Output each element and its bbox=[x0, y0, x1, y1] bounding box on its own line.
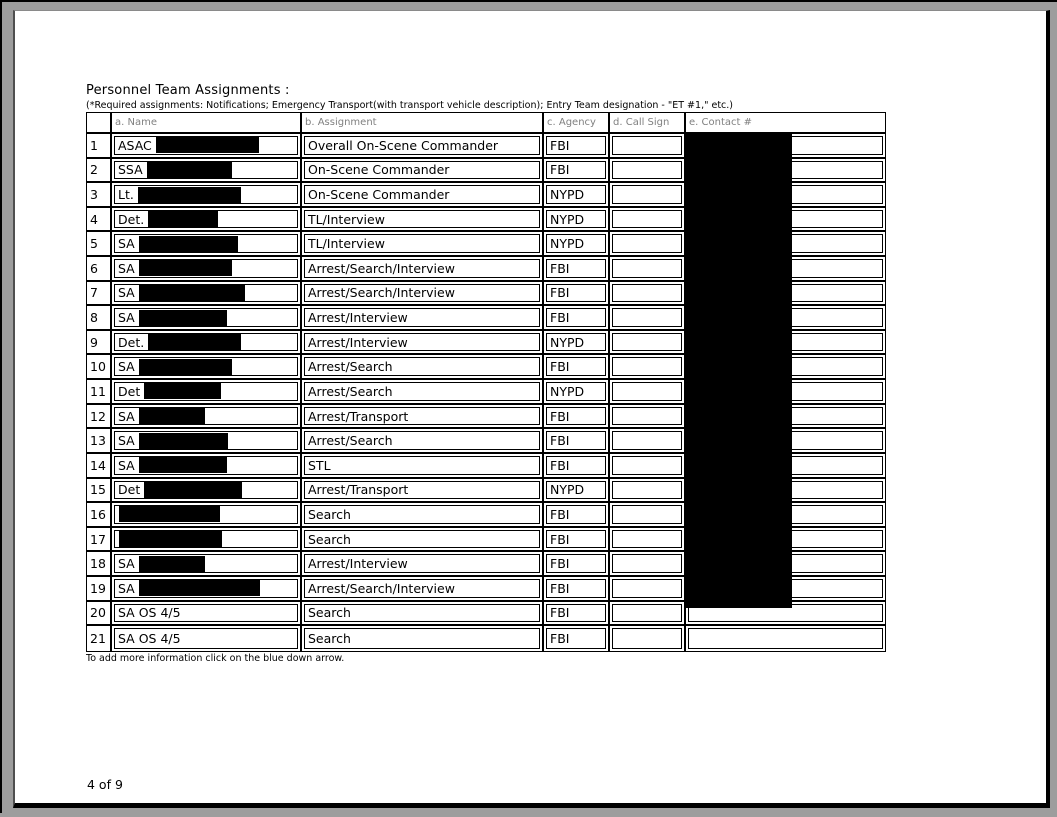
assignment-cell bbox=[302, 355, 544, 378]
call-sign-cell bbox=[610, 306, 686, 329]
name-cell bbox=[112, 380, 302, 403]
agency-field: FBI bbox=[546, 456, 606, 475]
name-field bbox=[114, 554, 298, 573]
agency-cell bbox=[544, 380, 610, 403]
name-field bbox=[114, 259, 298, 278]
header-agency: c. Agency bbox=[544, 113, 610, 132]
redacted-name-bar bbox=[144, 383, 221, 399]
redacted-name-bar bbox=[119, 531, 222, 547]
assignment-cell bbox=[302, 159, 544, 182]
assignment-cell bbox=[302, 454, 544, 477]
row-number-cell: 19 bbox=[87, 577, 112, 600]
assignment-field: STL bbox=[304, 456, 540, 475]
name-cell bbox=[112, 602, 302, 625]
assignment-field: On-Scene Commander bbox=[304, 185, 540, 204]
agency-field: FBI bbox=[546, 357, 606, 376]
agency-cell bbox=[544, 331, 610, 354]
row-number-cell: 11 bbox=[87, 380, 112, 403]
row-number-cell: 6 bbox=[87, 257, 112, 280]
name-prefix: SA bbox=[118, 236, 135, 252]
call-sign-field bbox=[612, 604, 682, 623]
name-cell bbox=[112, 626, 302, 651]
call-sign-cell bbox=[610, 208, 686, 231]
assignment-field: Arrest/Transport bbox=[304, 407, 540, 426]
assignment-cell bbox=[302, 380, 544, 403]
assignment-field: Overall On-Scene Commander bbox=[304, 136, 540, 155]
call-sign-cell bbox=[610, 405, 686, 428]
call-sign-cell bbox=[610, 429, 686, 452]
agency-cell bbox=[544, 479, 610, 502]
redacted-name-bar bbox=[148, 211, 218, 227]
call-sign-cell bbox=[610, 232, 686, 255]
assignment-cell bbox=[302, 306, 544, 329]
assignment-cell bbox=[302, 602, 544, 625]
assignment-cell bbox=[302, 528, 544, 551]
name-field bbox=[114, 333, 298, 352]
redacted-name-bar bbox=[139, 285, 245, 301]
call-sign-cell bbox=[610, 528, 686, 551]
call-sign-cell bbox=[610, 282, 686, 305]
call-sign-field bbox=[612, 136, 682, 155]
name-cell bbox=[112, 183, 302, 206]
call-sign-cell bbox=[610, 479, 686, 502]
assignment-field: Search bbox=[304, 628, 540, 649]
name-field bbox=[114, 628, 298, 649]
call-sign-cell bbox=[610, 159, 686, 182]
row-number-cell: 20 bbox=[87, 602, 112, 625]
agency-field: FBI bbox=[546, 136, 606, 155]
name-cell bbox=[112, 208, 302, 231]
assignment-cell bbox=[302, 479, 544, 502]
assignment-cell bbox=[302, 282, 544, 305]
redacted-name-bar bbox=[138, 187, 241, 203]
agency-field: FBI bbox=[546, 431, 606, 450]
assignment-field: TL/Interview bbox=[304, 234, 540, 253]
row-number-cell: 14 bbox=[87, 454, 112, 477]
name-prefix: SA bbox=[118, 580, 135, 596]
agency-field: FBI bbox=[546, 407, 606, 426]
name-cell bbox=[112, 454, 302, 477]
agency-field: NYPD bbox=[546, 333, 606, 352]
agency-cell bbox=[544, 183, 610, 206]
call-sign-cell bbox=[610, 552, 686, 575]
header-row-number bbox=[87, 113, 112, 132]
name-field bbox=[114, 210, 298, 229]
name-prefix: SA OS 4/5 bbox=[118, 630, 181, 646]
assignment-cell bbox=[302, 208, 544, 231]
assignment-field: On-Scene Commander bbox=[304, 161, 540, 180]
agency-field: FBI bbox=[546, 161, 606, 180]
name-field bbox=[114, 185, 298, 204]
name-field bbox=[114, 161, 298, 180]
row-number-cell: 16 bbox=[87, 503, 112, 526]
agency-cell bbox=[544, 454, 610, 477]
agency-field: NYPD bbox=[546, 185, 606, 204]
row-number-cell: 21 bbox=[87, 626, 112, 651]
assignment-cell bbox=[302, 134, 544, 157]
call-sign-field bbox=[612, 333, 682, 352]
call-sign-field bbox=[612, 530, 682, 549]
add-info-note: To add more information click on the blue down arrow. bbox=[86, 653, 345, 664]
assignment-cell bbox=[302, 626, 544, 651]
agency-field: NYPD bbox=[546, 234, 606, 253]
assignment-field: Search bbox=[304, 604, 540, 623]
agency-field: NYPD bbox=[546, 382, 606, 401]
assignment-field: Arrest/Search/Interview bbox=[304, 579, 540, 598]
call-sign-field bbox=[612, 259, 682, 278]
row-number-cell: 18 bbox=[87, 552, 112, 575]
redacted-name-bar bbox=[139, 580, 260, 596]
document-page bbox=[13, 10, 1050, 808]
assignment-field: Arrest/Interview bbox=[304, 333, 540, 352]
name-field bbox=[114, 284, 298, 303]
name-cell bbox=[112, 159, 302, 182]
assignment-field: Arrest/Search bbox=[304, 382, 540, 401]
redacted-name-bar bbox=[119, 506, 220, 522]
redacted-name-bar bbox=[156, 137, 259, 153]
row-number-cell: 4 bbox=[87, 208, 112, 231]
assignment-field: Arrest/Interview bbox=[304, 554, 540, 573]
assignment-field: Arrest/Transport bbox=[304, 481, 540, 500]
redacted-name-bar bbox=[148, 334, 241, 350]
assignment-cell bbox=[302, 232, 544, 255]
name-prefix: Lt. bbox=[118, 187, 134, 203]
agency-cell bbox=[544, 134, 610, 157]
agency-cell bbox=[544, 355, 610, 378]
call-sign-field bbox=[612, 382, 682, 401]
assignment-field: Search bbox=[304, 505, 540, 524]
call-sign-field bbox=[612, 456, 682, 475]
name-prefix: SSA bbox=[118, 162, 143, 178]
name-cell bbox=[112, 405, 302, 428]
name-cell bbox=[112, 355, 302, 378]
frame-top-edge bbox=[0, 0, 1057, 2]
call-sign-cell bbox=[610, 183, 686, 206]
header-assignment: b. Assignment bbox=[302, 113, 544, 132]
name-prefix: Det bbox=[118, 383, 141, 399]
call-sign-field bbox=[612, 407, 682, 426]
name-prefix: SA bbox=[118, 260, 135, 276]
agency-field: FBI bbox=[546, 604, 606, 623]
agency-cell bbox=[544, 503, 610, 526]
assignment-cell bbox=[302, 577, 544, 600]
name-prefix: SA bbox=[118, 457, 135, 473]
agency-cell bbox=[544, 528, 610, 551]
name-prefix: SA bbox=[118, 285, 135, 301]
row-number-cell: 12 bbox=[87, 405, 112, 428]
call-sign-field bbox=[612, 357, 682, 376]
agency-field: FBI bbox=[546, 308, 606, 327]
contact-field bbox=[688, 628, 883, 649]
row-number-cell: 7 bbox=[87, 282, 112, 305]
name-cell bbox=[112, 306, 302, 329]
name-field bbox=[114, 234, 298, 253]
header-call-sign: d. Call Sign bbox=[610, 113, 686, 132]
redacted-name-bar bbox=[139, 260, 232, 276]
name-prefix: ASAC bbox=[118, 137, 152, 153]
assignment-field: Arrest/Search bbox=[304, 431, 540, 450]
name-cell bbox=[112, 257, 302, 280]
agency-field: FBI bbox=[546, 579, 606, 598]
agency-cell bbox=[544, 306, 610, 329]
assignment-cell bbox=[302, 429, 544, 452]
row-number-cell: 10 bbox=[87, 355, 112, 378]
redacted-name-bar bbox=[139, 556, 205, 572]
call-sign-field bbox=[612, 628, 682, 649]
name-cell bbox=[112, 528, 302, 551]
row-number-cell: 8 bbox=[87, 306, 112, 329]
table-row bbox=[87, 626, 885, 651]
call-sign-field bbox=[612, 185, 682, 204]
call-sign-cell bbox=[610, 355, 686, 378]
agency-cell bbox=[544, 208, 610, 231]
contact-column-redaction-block bbox=[686, 134, 792, 608]
name-prefix: SA bbox=[118, 310, 135, 326]
call-sign-field bbox=[612, 234, 682, 253]
row-number-cell: 5 bbox=[87, 232, 112, 255]
name-field bbox=[114, 407, 298, 426]
name-field bbox=[114, 505, 298, 524]
name-field bbox=[114, 136, 298, 155]
page-indicator: 4 of 9 bbox=[87, 777, 123, 792]
name-field bbox=[114, 481, 298, 500]
call-sign-field bbox=[612, 481, 682, 500]
name-cell bbox=[112, 503, 302, 526]
call-sign-field bbox=[612, 161, 682, 180]
call-sign-cell bbox=[610, 257, 686, 280]
call-sign-field bbox=[612, 579, 682, 598]
name-cell bbox=[112, 331, 302, 354]
assignment-field: Arrest/Search/Interview bbox=[304, 284, 540, 303]
name-cell bbox=[112, 479, 302, 502]
redacted-name-bar bbox=[147, 162, 232, 178]
personnel-assignments-table bbox=[86, 112, 886, 652]
call-sign-cell bbox=[610, 134, 686, 157]
name-prefix: SA bbox=[118, 433, 135, 449]
row-number-cell: 9 bbox=[87, 331, 112, 354]
name-cell bbox=[112, 429, 302, 452]
agency-field: NYPD bbox=[546, 481, 606, 500]
name-field bbox=[114, 431, 298, 450]
name-cell bbox=[112, 134, 302, 157]
call-sign-field bbox=[612, 308, 682, 327]
redacted-name-bar bbox=[139, 457, 227, 473]
redacted-name-bar bbox=[144, 482, 242, 498]
name-field bbox=[114, 308, 298, 327]
agency-field: FBI bbox=[546, 554, 606, 573]
call-sign-cell bbox=[610, 380, 686, 403]
call-sign-field bbox=[612, 431, 682, 450]
name-prefix: SA bbox=[118, 359, 135, 375]
assignment-cell bbox=[302, 257, 544, 280]
name-cell bbox=[112, 577, 302, 600]
call-sign-field bbox=[612, 505, 682, 524]
agency-cell bbox=[544, 552, 610, 575]
assignment-cell bbox=[302, 331, 544, 354]
name-cell bbox=[112, 282, 302, 305]
name-prefix: SA bbox=[118, 556, 135, 572]
call-sign-cell bbox=[610, 602, 686, 625]
call-sign-field bbox=[612, 284, 682, 303]
agency-cell bbox=[544, 429, 610, 452]
redacted-name-bar bbox=[139, 433, 228, 449]
agency-cell bbox=[544, 159, 610, 182]
agency-cell bbox=[544, 602, 610, 625]
row-number-cell: 15 bbox=[87, 479, 112, 502]
row-number-cell: 3 bbox=[87, 183, 112, 206]
table-header-row bbox=[87, 113, 885, 134]
agency-field: FBI bbox=[546, 530, 606, 549]
assignment-field: Arrest/Search/Interview bbox=[304, 259, 540, 278]
row-number-cell: 1 bbox=[87, 134, 112, 157]
agency-cell bbox=[544, 257, 610, 280]
name-field bbox=[114, 456, 298, 475]
redacted-name-bar bbox=[139, 359, 232, 375]
name-field bbox=[114, 579, 298, 598]
agency-cell bbox=[544, 626, 610, 651]
agency-cell bbox=[544, 405, 610, 428]
name-field bbox=[114, 357, 298, 376]
name-field bbox=[114, 604, 298, 623]
row-number-cell: 17 bbox=[87, 528, 112, 551]
call-sign-cell bbox=[610, 577, 686, 600]
assignment-cell bbox=[302, 405, 544, 428]
name-cell bbox=[112, 232, 302, 255]
assignment-field: Search bbox=[304, 530, 540, 549]
agency-field: FBI bbox=[546, 505, 606, 524]
row-number-cell: 2 bbox=[87, 159, 112, 182]
name-prefix: Det. bbox=[118, 211, 145, 227]
header-name: a. Name bbox=[112, 113, 302, 132]
agency-field: NYPD bbox=[546, 210, 606, 229]
agency-cell bbox=[544, 577, 610, 600]
name-cell bbox=[112, 552, 302, 575]
page-subtitle: (*Required assignments: Notifications; Emergency Transport(with transport vehicle description); Entry Team designation - "ET #1," etc.) bbox=[86, 100, 733, 111]
assignment-cell bbox=[302, 183, 544, 206]
call-sign-cell bbox=[610, 503, 686, 526]
frame-left-edge bbox=[0, 0, 2, 813]
call-sign-cell bbox=[610, 454, 686, 477]
redacted-name-bar bbox=[139, 310, 227, 326]
call-sign-field bbox=[612, 210, 682, 229]
call-sign-cell bbox=[610, 626, 686, 651]
name-field bbox=[114, 382, 298, 401]
call-sign-cell bbox=[610, 331, 686, 354]
redacted-name-bar bbox=[139, 408, 205, 424]
agency-field: FBI bbox=[546, 259, 606, 278]
row-number-cell: 13 bbox=[87, 429, 112, 452]
agency-cell bbox=[544, 232, 610, 255]
name-prefix: Det. bbox=[118, 334, 145, 350]
agency-field: FBI bbox=[546, 628, 606, 649]
contact-cell bbox=[686, 626, 885, 651]
name-field bbox=[114, 530, 298, 549]
assignment-field: Arrest/Interview bbox=[304, 308, 540, 327]
header-contact: e. Contact # bbox=[689, 117, 752, 128]
assignment-field: TL/Interview bbox=[304, 210, 540, 229]
page-title: Personnel Team Assignments : bbox=[86, 83, 290, 98]
assignment-field: Arrest/Search bbox=[304, 357, 540, 376]
name-prefix: Det bbox=[118, 482, 141, 498]
redacted-name-bar bbox=[139, 236, 238, 252]
assignment-cell bbox=[302, 552, 544, 575]
agency-field: FBI bbox=[546, 284, 606, 303]
call-sign-field bbox=[612, 554, 682, 573]
name-prefix: SA bbox=[118, 408, 135, 424]
name-prefix: SA OS 4/5 bbox=[118, 605, 181, 621]
assignment-cell bbox=[302, 503, 544, 526]
agency-cell bbox=[544, 282, 610, 305]
